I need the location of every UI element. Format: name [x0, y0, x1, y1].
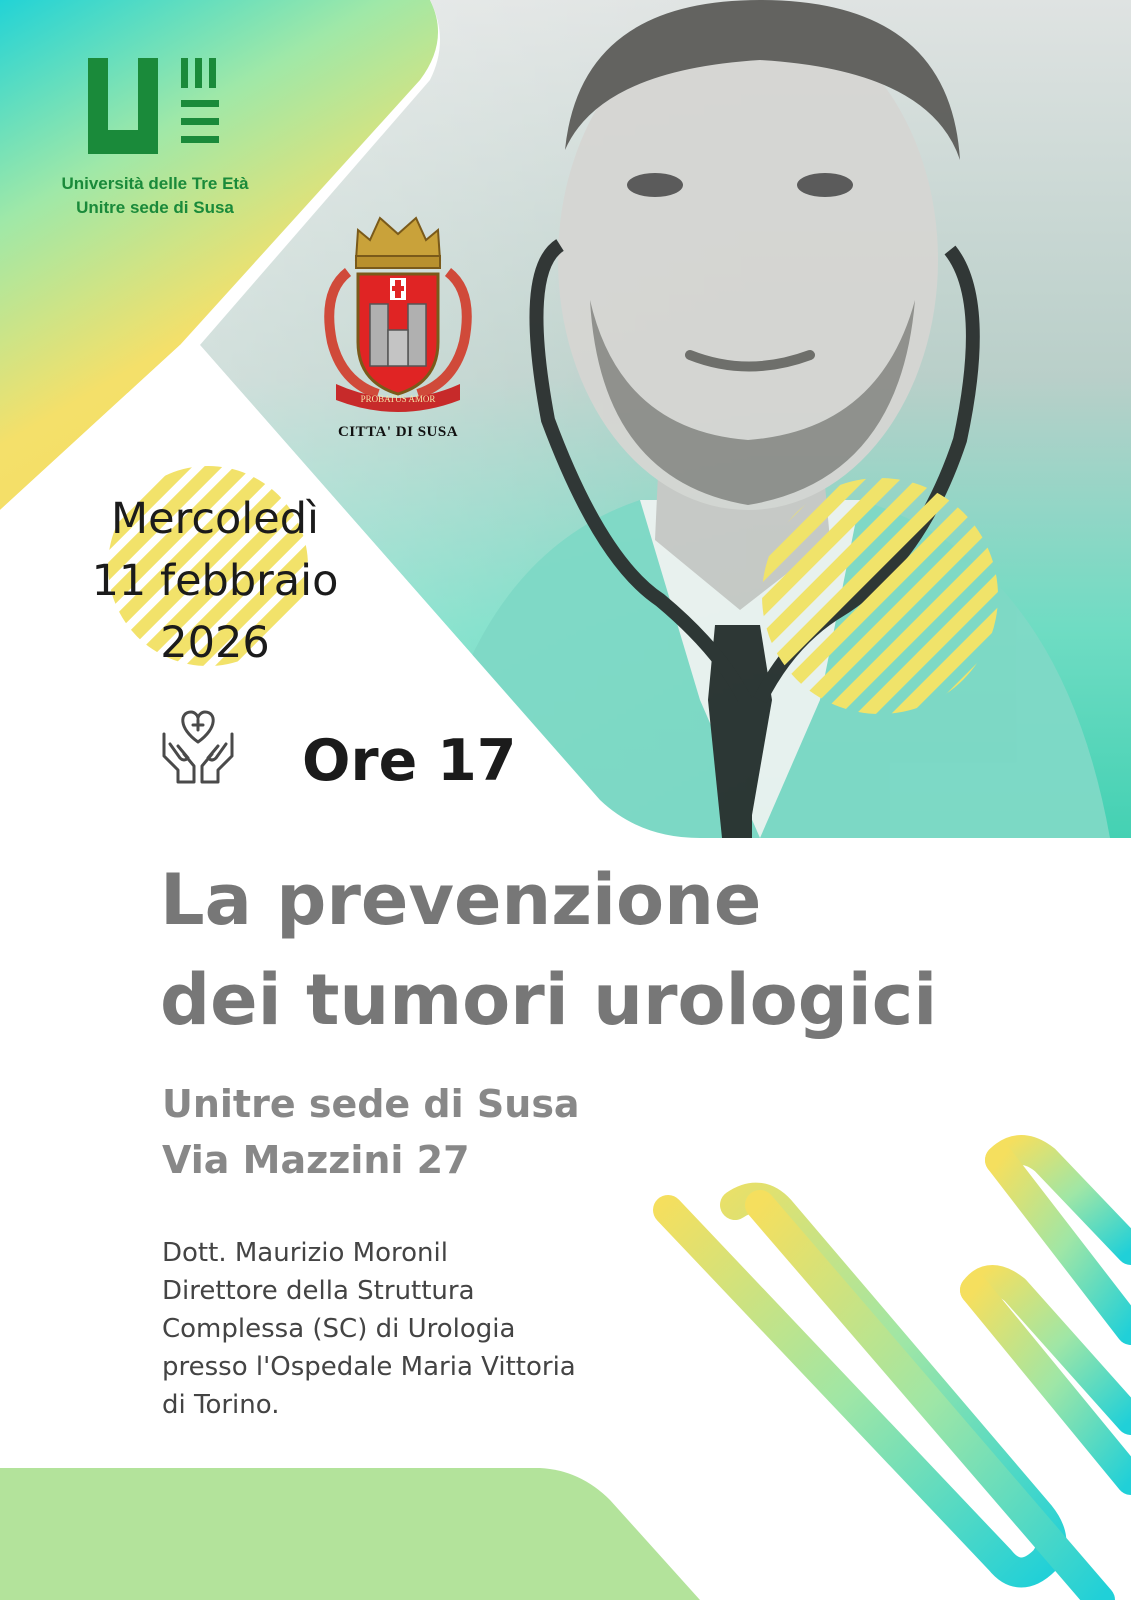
- event-day: Mercoledì: [111, 494, 319, 544]
- event-date-text: 11 febbraio: [91, 556, 339, 606]
- unitre-logo-icon: [84, 56, 224, 158]
- speaker-line1: Dott. Maurizio Moronil: [162, 1238, 448, 1268]
- coat-of-arms-caption: CITTA' DI SUSA: [337, 424, 459, 440]
- speaker-line2: Direttore della Struttura: [162, 1276, 475, 1306]
- speaker-line4: presso l'Ospedale Maria Vittoria: [162, 1352, 576, 1382]
- logo-caption-line1: Università delle Tre Età: [61, 174, 249, 193]
- hands-heart-medical-icon: [158, 708, 238, 786]
- event-title-line2: dei tumori urologici: [160, 959, 938, 1041]
- event-venue: [162, 1076, 580, 1188]
- event-title-line1: La prevenzione: [160, 859, 762, 941]
- venue-line2: Via Mazzini 27: [162, 1138, 470, 1182]
- venue-line1: Unitre sede di Susa: [162, 1082, 580, 1126]
- speaker-line5: di Torino.: [162, 1390, 280, 1420]
- logo-caption-line2: Unitre sede di Susa: [76, 198, 234, 217]
- speaker-line3: Complessa (SC) di Urologia: [162, 1314, 516, 1344]
- event-date: [50, 488, 380, 674]
- speaker-info: [162, 1234, 576, 1424]
- logo-caption: [40, 172, 270, 220]
- event-time: Ore 17: [302, 728, 517, 794]
- coat-motto: PROBATUS AMOR: [360, 394, 436, 404]
- event-year: 2026: [160, 618, 270, 668]
- event-title: [160, 850, 937, 1050]
- coat-of-arms-icon: [318, 212, 478, 412]
